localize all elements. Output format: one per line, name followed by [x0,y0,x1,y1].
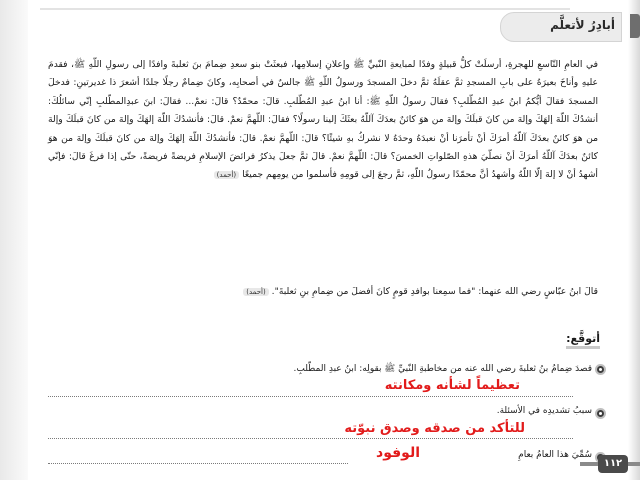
section-header-tab [500,12,622,42]
question-1-prompt: قصدَ ضِمامُ بنُ ثعلبةَ رضي الله عنه من مخاطبةِ النّبيِّ ﷺ بقولِه: ابنُ عبدِ المطّلبِ. [293,364,592,374]
answer-3[interactable]: الوفود [376,445,420,461]
answer-line-3[interactable] [48,463,348,464]
question-2-prompt: سببُ تشديدِه في الأسئلة. [496,406,592,416]
page-edge-right [628,0,640,480]
answer-line-1[interactable] [48,396,573,397]
answer-line-2[interactable] [48,438,573,439]
question-3-prompt: سُمِّيَ هذا العامُ بعامِ [518,450,592,460]
page-edge-left [0,0,28,480]
bullet-icon [595,364,606,375]
expect-section-title: أتوقَّع: [566,332,600,349]
answer-2[interactable]: للتأكد من صدقه وصدق نبوّته [344,421,525,436]
quote-citation: (أحمد) [243,288,268,296]
top-rule [40,8,570,10]
header-marker [630,14,640,38]
quote-text: قالَ ابنُ عبّاسٍ رضي الله عنهما: "فما سمِعنا بوافدِ قومٍ كانَ أفضلَ من ضِمامِ بنِ ثعلبةَ". [271,286,598,297]
story-paragraph [48,56,598,185]
ibn-abbas-quote [48,286,598,297]
section-header-title: أبادِرُ لأتعلَّم [550,18,615,32]
page-number: ١١٢ [598,455,628,473]
story-text: في العامِ التّاسعِ للهجرةِ، أرسلَتْ كلُّ قبيلةٍ وفدًا لمبايعةِ النّبيِّ ﷺ وإعلانِ إسلامِها، فبعثَتْ بنو سعدِ ضِمامَ بنَ ثعلبةَ وافدًا إلى رسولِ اللّهِ ﷺ، فقدمَ عليهِ وأناخَ بعيرَهُ على بابِ المسجدِ ثمَّ عقلَهُ ثمَّ دخلَ المسجدَ ورسولُ اللّهِ ﷺ جالسٌ في أصحابِه، وكانَ ضِمامٌ رجلًا جلدًا أشعرَ ذا غديرتينِ: فدخلَ المسجدَ فقالَ أيُّكمُ ابنُ عبدِ المُطّلبِ؟ فقالَ رسولُ اللّهِ ﷺ: أنا ابنُ عبدِ المُطّلبِ. قالَ: محمّدٌ؟ قالَ: نعمْ... فقالَ: ابنَ عبدِالمطّلبِ إنّي سائلُكَ: أنشدُكَ اللّهَ إلهَكَ وإلهَ من كانَ قبلَكَ وإلهَ من هوَ كائنٌ بعدَكَ آللّهُ بعثَكَ إلينا رسولًا؟ فقالَ: اللّهمَّ نعمْ. قالَ: فأنشدُكَ اللّهَ إلهَكَ وإلهَ من كانَ قبلَكَ وإلهَ من هوَ كائنٌ بعدَكَ آللّهُ أمرَكَ أنْ تأمرَنا أنْ نعبدَهُ وحدَهُ لا نشركُ بهِ شيئًا؟ قالَ: اللّهمَّ نعمْ. قالَ: فأنشدُكَ اللّهَ إلهَكَ وإلهَ من كانَ قبلَكَ وإلهَ من هوَ كائنٌ بعدَكَ آللّهُ أمرَكَ أنْ نصلّيَ هذهِ الصّلواتِ الخمسَ؟ قالَ: اللّهمَّ نعمْ. قالَ ثمَّ جعلَ يذكرُ فرائضَ الإسلامِ فريضةً فريضةً، حتّى إذا فرغَ قالَ: فإنّي أشهدُ أنْ لا إلهَ إلّا اللّهُ وأشهدُ أنَّ محمّدًا رسولُ اللّهِ، ثمَّ رجعَ إلى قومِهِ فأسلموا من يومِهم جميعًا [48,59,598,181]
answer-1[interactable]: تعظيماً لشأنه ومكانته [384,378,520,393]
bullet-icon [595,408,606,419]
paragraph-citation: (أحمد) [214,171,239,179]
